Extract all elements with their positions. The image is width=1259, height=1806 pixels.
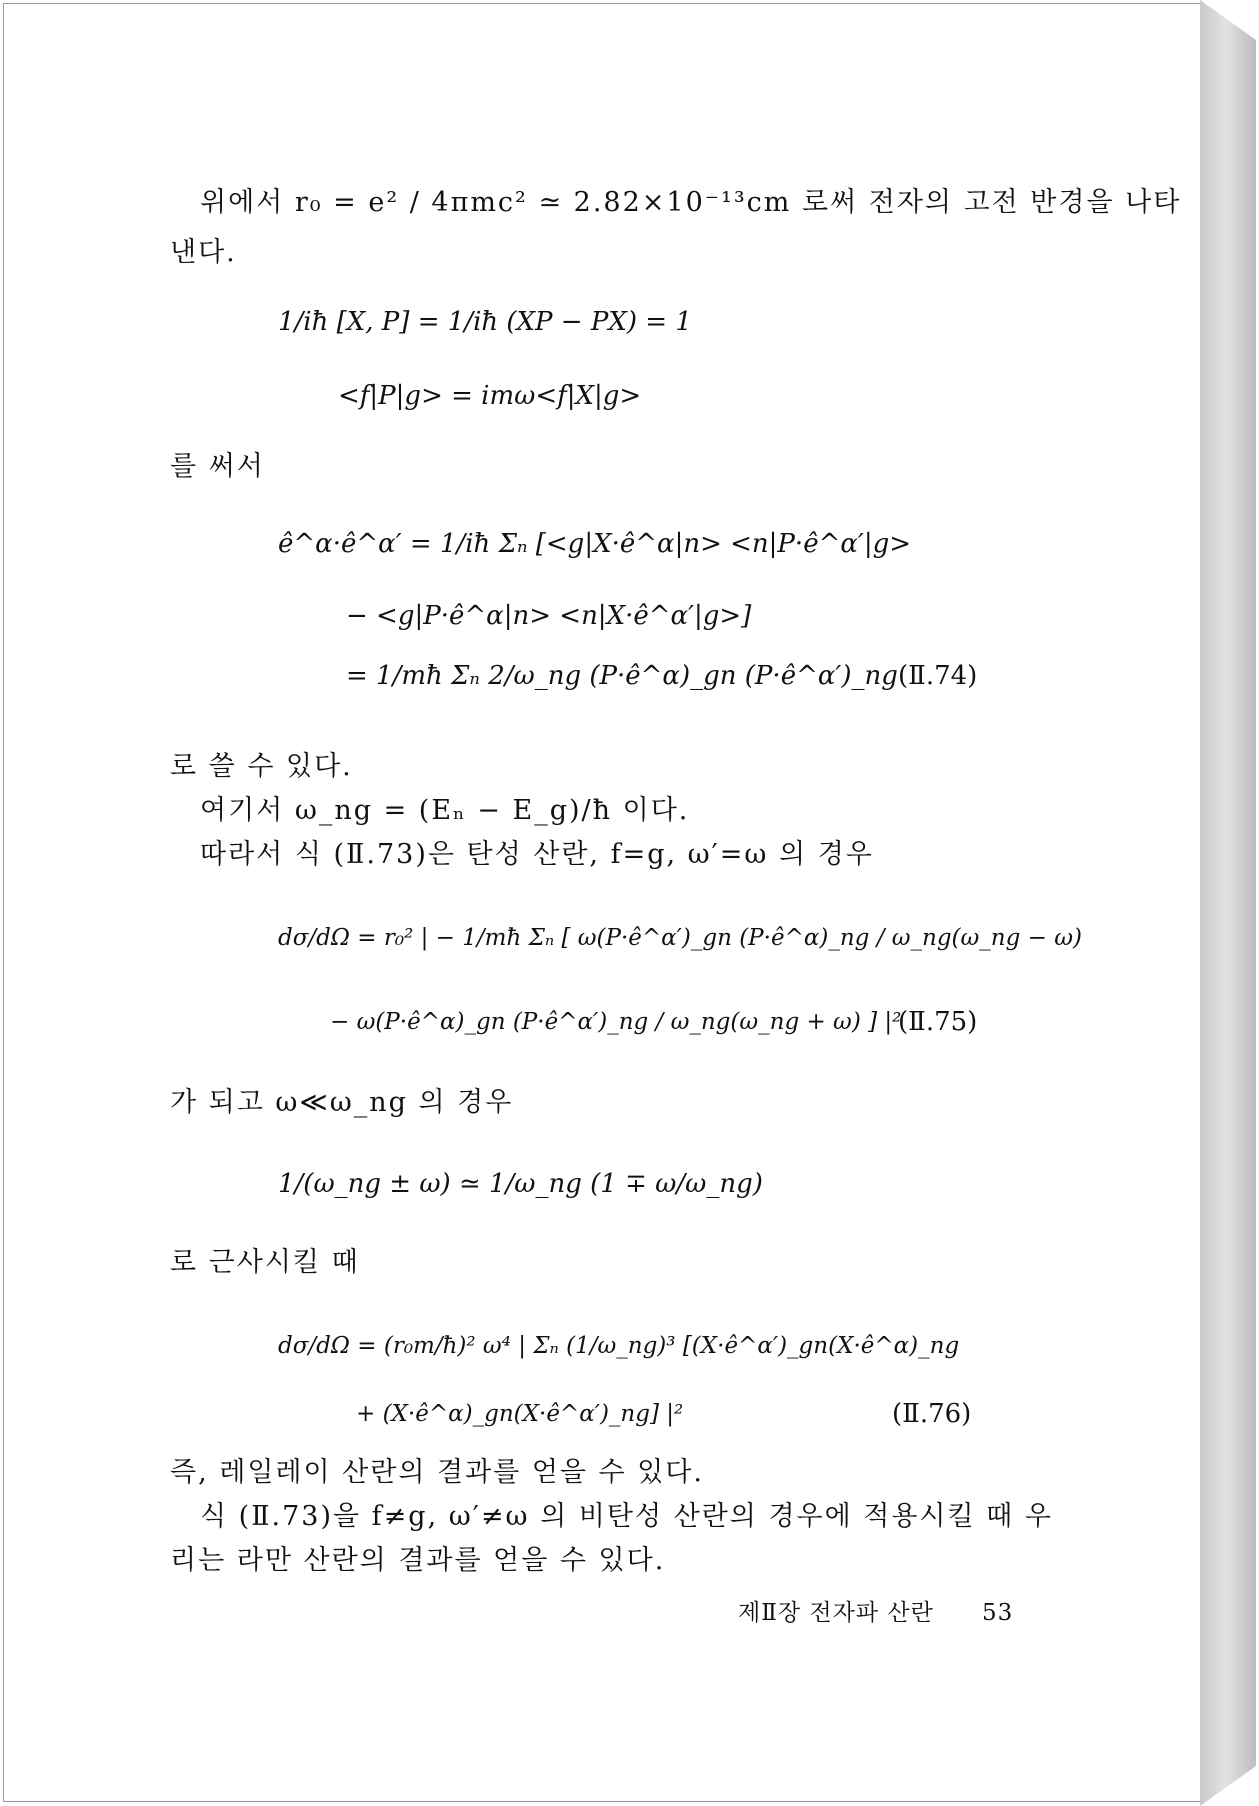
book-edge <box>1200 0 1256 1806</box>
paragraph-intro-line-2: 낸다. <box>170 237 237 268</box>
equation-76-line-1: dσ/dΩ = (r₀m/ħ)² ω⁴ | Σₙ (1/ω_ng)³ [(X·ê^α′)_gn(X·ê^α)_ng <box>278 1333 960 1359</box>
equation-74-line-1: ê^α·ê^α′ = 1/iħ Σₙ [<g|X·ê^α|n> <n|P·ê^α′|g> <box>278 529 912 559</box>
page-number: 53 <box>982 1600 1014 1626</box>
equation-74-line-3: = 1/mħ Σₙ 2/ω_ng (P·ê^α)_gn (P·ê^α′)_ng <box>346 661 898 691</box>
paragraph-thus: 따라서 식 (Ⅱ.73)은 탄성 산란, f=g, ω′=ω 의 경우 <box>200 839 874 870</box>
paragraph-use: 를 써서 <box>170 451 265 482</box>
paragraph-raman-line-2: 리는 라만 산란의 결과를 얻을 수 있다. <box>170 1545 666 1576</box>
paragraph-intro-line-1: 위에서 r₀ = e² / 4πmc² ≃ 2.82×10⁻¹³cm 로써 전자의 고전 반경을 나타 <box>200 187 1182 218</box>
equation-approximation: 1/(ω_ng ± ω) ≃ 1/ω_ng (1 ∓ ω/ω_ng) <box>278 1169 763 1199</box>
equation-number-76: (Ⅱ.76) <box>892 1399 972 1429</box>
equation-number-75: (Ⅱ.75) <box>898 1007 978 1037</box>
running-footer-chapter: 제Ⅱ장 전자파 산란 <box>738 1600 934 1626</box>
equation-76-line-2: + (X·ê^α)_gn(X·ê^α′)_ng] |² <box>356 1401 684 1427</box>
paragraph-approx: 로 근사시킬 때 <box>170 1247 360 1278</box>
equation-commutator: 1/iħ [X, P] = 1/iħ (XP − PX) = 1 <box>278 307 692 337</box>
equation-number-74: (Ⅱ.74) <box>898 661 978 691</box>
paragraph-raman-line-1: 식 (Ⅱ.73)을 f≠g, ω′≠ω 의 비탄성 산란의 경우에 적용시킬 때 우 <box>200 1501 1053 1532</box>
equation-75-line-2: − ω(P·ê^α)_gn (P·ê^α′)_ng / ω_ng(ω_ng + ω) ] |² <box>330 1009 902 1035</box>
paragraph-where: 여기서 ω_ng = (Eₙ − E_g)/ħ 이다. <box>200 795 690 826</box>
paragraph-write: 로 쓸 수 있다. <box>170 751 353 782</box>
equation-matrix-element: <f|P|g> = imω<f|X|g> <box>338 381 642 411</box>
paragraph-rayleigh: 즉, 레일레이 산란의 결과를 얻을 수 있다. <box>170 1457 704 1488</box>
equation-75-line-1: dσ/dΩ = r₀² | − 1/mħ Σₙ [ ω(P·ê^α′)_gn (P·ê^α)_ng / ω_ng(ω_ng − ω) <box>278 925 1082 951</box>
equation-74-line-2: − <g|P·ê^α|n> <n|X·ê^α′|g>] <box>346 601 752 631</box>
paragraph-becomes: 가 되고 ω≪ω_ng 의 경우 <box>170 1087 514 1118</box>
